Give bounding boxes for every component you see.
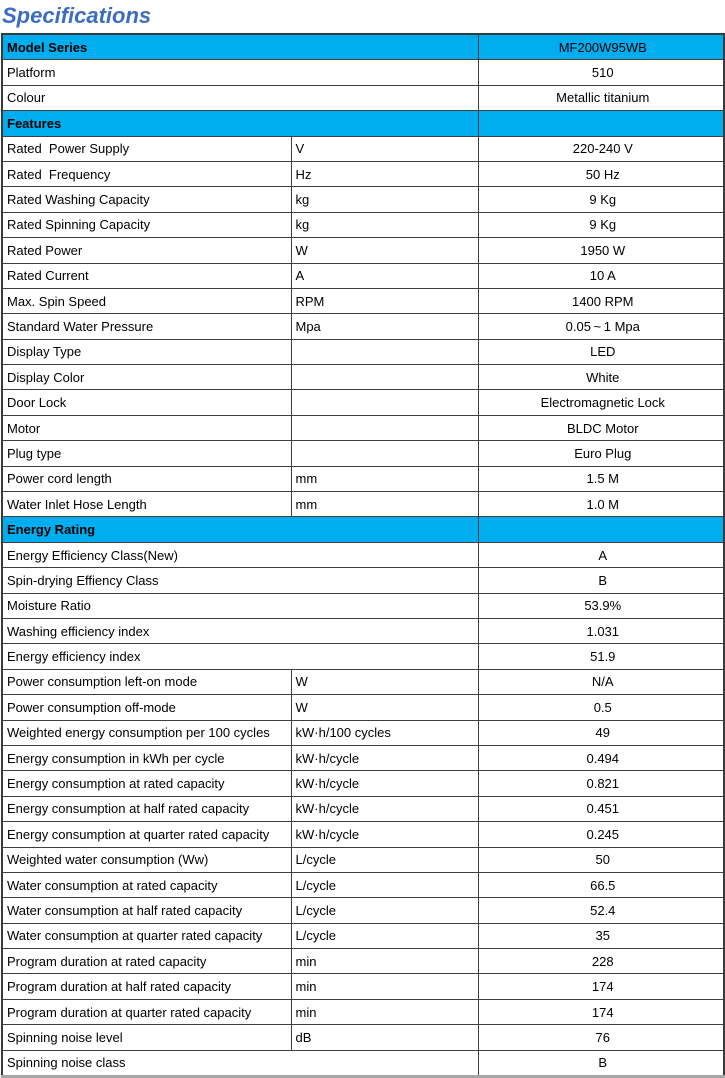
spec-value: 35 bbox=[478, 923, 724, 948]
spec-parameter-label: Moisture Ratio bbox=[2, 593, 478, 618]
spec-row bbox=[2, 822, 724, 847]
spec-value: 49 bbox=[478, 720, 724, 745]
spec-row bbox=[2, 745, 724, 770]
spec-value: 53.9% bbox=[478, 593, 724, 618]
spec-parameter-label: Program duration at quarter rated capacity bbox=[2, 999, 291, 1024]
spec-row bbox=[2, 618, 724, 643]
spec-unit-label: Hz bbox=[291, 161, 478, 186]
spec-parameter-label: Display Color bbox=[2, 365, 291, 390]
spec-row bbox=[2, 187, 724, 212]
spec-row bbox=[2, 415, 724, 440]
spec-parameter-label: Energy efficiency index bbox=[2, 644, 478, 669]
spec-value: 0.5 bbox=[478, 695, 724, 720]
spec-value: 510 bbox=[478, 60, 724, 85]
spec-parameter-label: Energy consumption at quarter rated capacity bbox=[2, 822, 291, 847]
spec-unit-label: V bbox=[291, 136, 478, 161]
spec-unit-label: L/cycle bbox=[291, 898, 478, 923]
spec-parameter-label: Water consumption at quarter rated capacity bbox=[2, 923, 291, 948]
spec-unit-label: min bbox=[291, 949, 478, 974]
spec-parameter-label: Energy consumption at rated capacity bbox=[2, 771, 291, 796]
specifications-table-body bbox=[2, 34, 724, 1077]
spec-value: 1.0 M bbox=[478, 492, 724, 517]
specifications-table bbox=[1, 33, 725, 1078]
section-title: Model Series bbox=[2, 34, 478, 60]
spec-parameter-label: Rated Frequency bbox=[2, 161, 291, 186]
spec-parameter-label: Max. Spin Speed bbox=[2, 288, 291, 313]
spec-unit-label: kW·h/cycle bbox=[291, 822, 478, 847]
spec-unit-label: min bbox=[291, 974, 478, 999]
spec-unit-label: A bbox=[291, 263, 478, 288]
spec-row bbox=[2, 1025, 724, 1050]
spec-row bbox=[2, 999, 724, 1024]
spec-value: B bbox=[478, 1050, 724, 1076]
page-title: Specifications bbox=[2, 3, 152, 28]
spec-parameter-label: Weighted energy consumption per 100 cycles bbox=[2, 720, 291, 745]
spec-row bbox=[2, 1050, 724, 1076]
spec-parameter-label: Water consumption at half rated capacity bbox=[2, 898, 291, 923]
spec-value: 9 Kg bbox=[478, 187, 724, 212]
spec-value: 174 bbox=[478, 974, 724, 999]
spec-value: 1.5 M bbox=[478, 466, 724, 491]
spec-parameter-label: Plug type bbox=[2, 441, 291, 466]
spec-parameter-label: Water consumption at rated capacity bbox=[2, 872, 291, 897]
spec-unit-label: kW·h/100 cycles bbox=[291, 720, 478, 745]
spec-row bbox=[2, 161, 724, 186]
spec-parameter-label: Standard Water Pressure bbox=[2, 314, 291, 339]
spec-row bbox=[2, 644, 724, 669]
spec-parameter-label: Platform bbox=[2, 60, 478, 85]
section-header-row bbox=[2, 517, 724, 542]
spec-parameter-label: Motor bbox=[2, 415, 291, 440]
spec-unit-label bbox=[291, 339, 478, 364]
section-header-row bbox=[2, 34, 724, 60]
spec-parameter-label: Rated Power Supply bbox=[2, 136, 291, 161]
spec-parameter-label: Spin-drying Effiency Class bbox=[2, 568, 478, 593]
spec-value: 174 bbox=[478, 999, 724, 1024]
section-empty-cell bbox=[478, 517, 724, 542]
spec-parameter-label: Display Type bbox=[2, 339, 291, 364]
section-empty-cell bbox=[478, 111, 724, 136]
spec-unit-label: Mpa bbox=[291, 314, 478, 339]
spec-row bbox=[2, 872, 724, 897]
spec-row bbox=[2, 568, 724, 593]
spec-row bbox=[2, 441, 724, 466]
spec-value: 0.245 bbox=[478, 822, 724, 847]
spec-value: 0.494 bbox=[478, 745, 724, 770]
spec-parameter-label: Rated Spinning Capacity bbox=[2, 212, 291, 237]
spec-unit-label: L/cycle bbox=[291, 847, 478, 872]
section-header-row bbox=[2, 111, 724, 136]
spec-row bbox=[2, 949, 724, 974]
spec-value: LED bbox=[478, 339, 724, 364]
spec-value: Electromagnetic Lock bbox=[478, 390, 724, 415]
spec-row bbox=[2, 593, 724, 618]
spec-value: White bbox=[478, 365, 724, 390]
spec-row bbox=[2, 796, 724, 821]
spec-unit-label bbox=[291, 441, 478, 466]
spec-parameter-label: Rated Current bbox=[2, 263, 291, 288]
spec-row bbox=[2, 339, 724, 364]
spec-unit-label bbox=[291, 390, 478, 415]
spec-row bbox=[2, 60, 724, 85]
spec-row bbox=[2, 847, 724, 872]
spec-unit-label: L/cycle bbox=[291, 923, 478, 948]
spec-parameter-label: Rated Washing Capacity bbox=[2, 187, 291, 212]
spec-row bbox=[2, 212, 724, 237]
spec-unit-label: W bbox=[291, 238, 478, 263]
spec-unit-label bbox=[291, 415, 478, 440]
spec-row bbox=[2, 898, 724, 923]
spec-unit-label: kg bbox=[291, 187, 478, 212]
spec-parameter-label: Spinning noise level bbox=[2, 1025, 291, 1050]
spec-value: 220-240 V bbox=[478, 136, 724, 161]
spec-row bbox=[2, 695, 724, 720]
spec-value: 1950 W bbox=[478, 238, 724, 263]
spec-value: 50 bbox=[478, 847, 724, 872]
spec-row bbox=[2, 314, 724, 339]
spec-unit-label: L/cycle bbox=[291, 872, 478, 897]
spec-value: 50 Hz bbox=[478, 161, 724, 186]
spec-row bbox=[2, 542, 724, 567]
spec-value: BLDC Motor bbox=[478, 415, 724, 440]
spec-row bbox=[2, 466, 724, 491]
spec-parameter-label: Door Lock bbox=[2, 390, 291, 415]
section-title: Features bbox=[2, 111, 478, 136]
spec-parameter-label: Program duration at half rated capacity bbox=[2, 974, 291, 999]
spec-parameter-label: Power consumption left-on mode bbox=[2, 669, 291, 694]
spec-unit-label bbox=[291, 365, 478, 390]
spec-value: 0.451 bbox=[478, 796, 724, 821]
spec-parameter-label: Colour bbox=[2, 85, 478, 110]
spec-row bbox=[2, 263, 724, 288]
spec-value: MF200W95WB bbox=[478, 34, 724, 60]
spec-row bbox=[2, 238, 724, 263]
spec-parameter-label: Spinning noise class bbox=[2, 1050, 478, 1076]
spec-parameter-label: Washing efficiency index bbox=[2, 618, 478, 643]
spec-unit-label: mm bbox=[291, 492, 478, 517]
spec-parameter-label: Power consumption off-mode bbox=[2, 695, 291, 720]
spec-value: 0.821 bbox=[478, 771, 724, 796]
spec-value: 76 bbox=[478, 1025, 724, 1050]
spec-row bbox=[2, 390, 724, 415]
spec-value: Metallic titanium bbox=[478, 85, 724, 110]
spec-value: 10 A bbox=[478, 263, 724, 288]
spec-value: B bbox=[478, 568, 724, 593]
spec-row bbox=[2, 974, 724, 999]
spec-row bbox=[2, 136, 724, 161]
spec-parameter-label: Energy Efficiency Class(New) bbox=[2, 542, 478, 567]
spec-unit-label: kW·h/cycle bbox=[291, 796, 478, 821]
spec-value: 1.031 bbox=[478, 618, 724, 643]
spec-row bbox=[2, 365, 724, 390]
spec-row bbox=[2, 85, 724, 110]
spec-value: 66.5 bbox=[478, 872, 724, 897]
spec-unit-label: W bbox=[291, 669, 478, 694]
section-title: Energy Rating bbox=[2, 517, 478, 542]
spec-row bbox=[2, 492, 724, 517]
spec-unit-label: mm bbox=[291, 466, 478, 491]
spec-unit-label: kW·h/cycle bbox=[291, 771, 478, 796]
spec-parameter-label: Weighted water consumption (Ww) bbox=[2, 847, 291, 872]
spec-unit-label: min bbox=[291, 999, 478, 1024]
spec-value: 52.4 bbox=[478, 898, 724, 923]
spec-unit-label: kg bbox=[291, 212, 478, 237]
spec-parameter-label: Rated Power bbox=[2, 238, 291, 263]
spec-parameter-label: Water Inlet Hose Length bbox=[2, 492, 291, 517]
spec-unit-label: dB bbox=[291, 1025, 478, 1050]
spec-unit-label: W bbox=[291, 695, 478, 720]
spec-value: N/A bbox=[478, 669, 724, 694]
spec-value: A bbox=[478, 542, 724, 567]
spec-row bbox=[2, 288, 724, 313]
spec-value: 1400 RPM bbox=[478, 288, 724, 313]
spec-unit-label: RPM bbox=[291, 288, 478, 313]
spec-value: 228 bbox=[478, 949, 724, 974]
spec-parameter-label: Program duration at rated capacity bbox=[2, 949, 291, 974]
spec-value: 51.9 bbox=[478, 644, 724, 669]
spec-value: 0.05 ~ 1 Mpa bbox=[478, 314, 724, 339]
spec-row bbox=[2, 720, 724, 745]
spec-value: 9 Kg bbox=[478, 212, 724, 237]
spec-value: Euro Plug bbox=[478, 441, 724, 466]
spec-parameter-label: Power cord length bbox=[2, 466, 291, 491]
spec-row bbox=[2, 923, 724, 948]
spec-row bbox=[2, 669, 724, 694]
spec-row bbox=[2, 771, 724, 796]
spec-parameter-label: Energy consumption in kWh per cycle bbox=[2, 745, 291, 770]
spec-unit-label: kW·h/cycle bbox=[291, 745, 478, 770]
spec-parameter-label: Energy consumption at half rated capacity bbox=[2, 796, 291, 821]
